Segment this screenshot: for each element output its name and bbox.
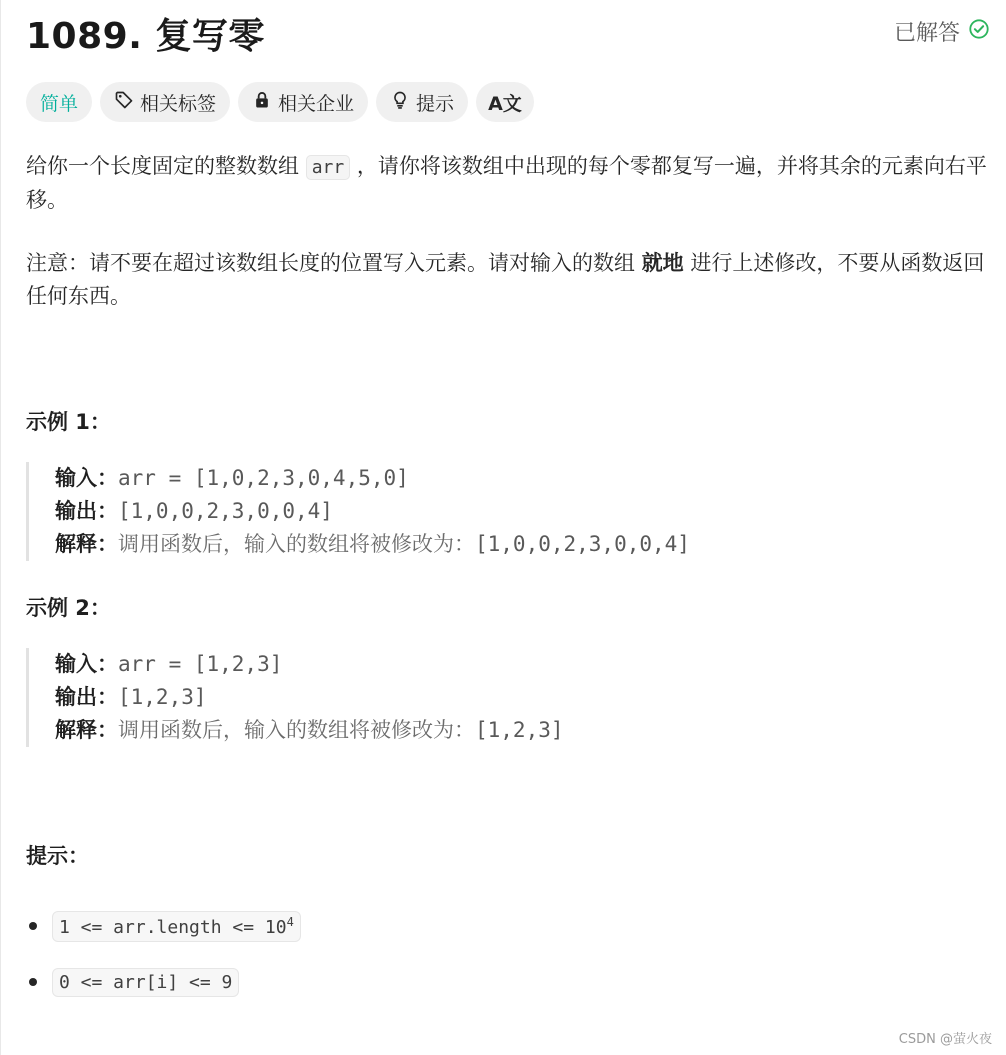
constraint-exponent: 4 — [286, 914, 294, 929]
hint-label: 提示 — [416, 92, 455, 115]
explanation-value: [1,0,0,2,3,0,0,4] — [475, 532, 690, 556]
list-item — [26, 898, 301, 954]
desc-p1-text-before: 给你一个长度固定的整数数组 — [26, 154, 306, 178]
tag-bar — [26, 82, 534, 122]
companies-label: 相关企业 — [278, 92, 355, 115]
desc-p2-text-after: 进行上述修改，不要从函数返回任何东西。 — [26, 251, 985, 308]
problem-description-panel — [26, 0, 994, 993]
output-label: 输出： — [55, 499, 118, 523]
tag-icon — [114, 90, 134, 115]
translate-icon: A文 — [488, 92, 522, 115]
watermark: CSDN @萤火夜 — [898, 1032, 992, 1047]
example-1-title: 示例 1： — [26, 410, 111, 434]
constraint-code — [52, 911, 301, 942]
description-paragraph-1 — [26, 150, 994, 217]
output-label: 输出： — [55, 685, 118, 709]
example-2-output — [55, 681, 966, 714]
check-circle-icon — [968, 18, 990, 46]
desc-p2-bold: 就地 — [641, 251, 684, 275]
solved-status — [894, 16, 990, 47]
bullet-dot — [29, 922, 37, 930]
description-paragraph-2 — [26, 247, 994, 313]
hint-button[interactable] — [376, 82, 468, 122]
example-2-explanation — [55, 714, 966, 747]
example-2-block — [26, 648, 966, 747]
input-label: 输入： — [55, 466, 118, 490]
lightbulb-icon — [390, 90, 410, 115]
companies-button[interactable] — [238, 82, 368, 122]
explanation-label: 解释： — [55, 532, 118, 556]
inline-code-arr: arr — [306, 155, 351, 180]
example-2-title: 示例 2： — [26, 596, 111, 620]
constraint-text: 0 <= arr[i] <= 9 — [59, 971, 233, 993]
example-1-block — [26, 462, 966, 561]
difficulty-label: 简单 — [40, 92, 79, 115]
explanation-text: 调用函数后，输入的数组将被修改为： — [118, 532, 475, 556]
constraints-title: 提示： — [26, 844, 89, 868]
lock-icon — [252, 90, 272, 115]
left-border — [0, 0, 1, 1055]
problem-header — [26, 0, 994, 64]
example-2-input — [55, 648, 966, 681]
output-value: [1,0,0,2,3,0,0,4] — [118, 499, 333, 523]
difficulty-tag[interactable] — [26, 82, 92, 122]
list-item — [26, 954, 301, 1010]
explanation-value: [1,2,3] — [475, 718, 564, 742]
bullet-dot — [29, 978, 37, 986]
desc-p2-text-before: 注意：请不要在超过该数组长度的位置写入元素。请对输入的数组 — [26, 251, 642, 275]
example-1-output — [55, 495, 966, 528]
input-value: arr = [1,0,2,3,0,4,5,0] — [118, 466, 409, 490]
input-label: 输入： — [55, 652, 118, 676]
translate-button[interactable] — [476, 82, 534, 122]
output-value: [1,2,3] — [118, 685, 207, 709]
explanation-text: 调用函数后，输入的数组将被修改为： — [118, 718, 475, 742]
problem-title: 1089. 复写零 — [26, 16, 265, 57]
desc-p1-text-after: ，请你将该数组中出现的每个零都复写一遍，并将其余的元素向右平移。 — [26, 154, 987, 212]
solved-label: 已解答 — [893, 21, 960, 46]
related-topics-label: 相关标签 — [140, 92, 217, 115]
related-topics-button[interactable] — [100, 82, 230, 122]
constraint-text: 1 <= arr.length <= 10 — [59, 916, 287, 938]
example-1-input — [55, 462, 966, 495]
constraints-list — [26, 898, 301, 1010]
input-value: arr = [1,2,3] — [118, 652, 283, 676]
explanation-label: 解释： — [55, 718, 118, 742]
example-1-explanation — [55, 528, 966, 561]
constraint-code — [52, 968, 239, 997]
